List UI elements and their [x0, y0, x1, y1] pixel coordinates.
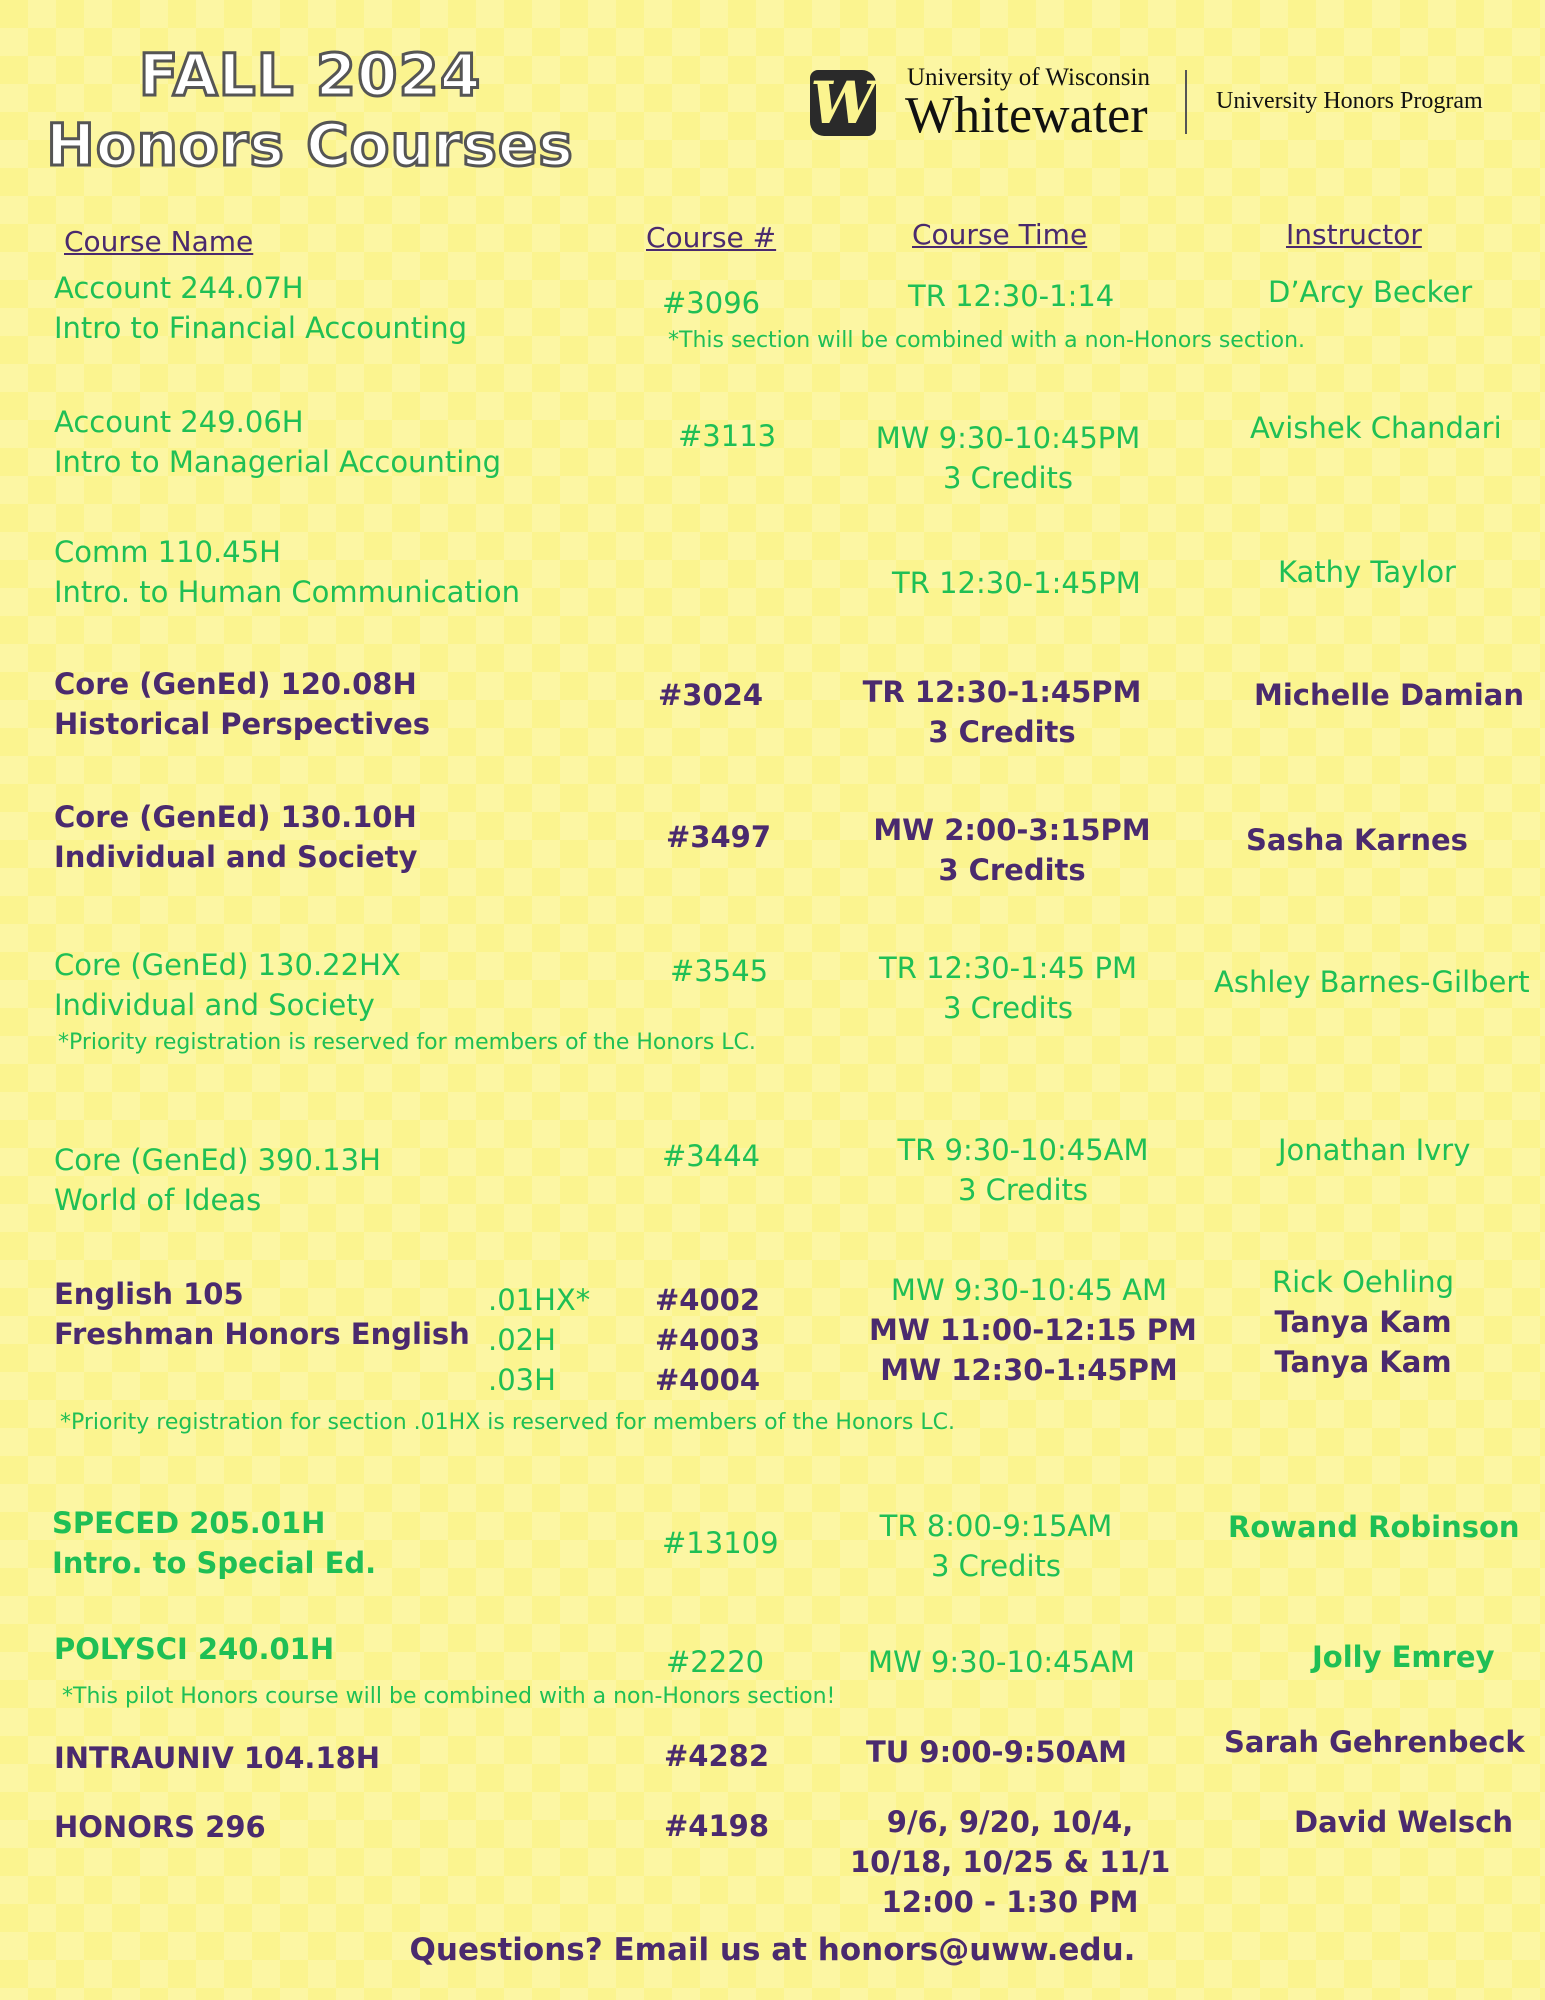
course-instructor: Ashley Barnes-Gilbert	[1214, 965, 1530, 999]
course-time: MW 2:00-3:15PM 3 Credits	[873, 813, 1151, 887]
uww-logo-mark: W	[810, 69, 876, 137]
course-time: TR 8:00-9:15AM 3 Credits	[879, 1509, 1113, 1583]
logo-divider	[1185, 70, 1187, 134]
course-name: Core (GenEd) 130.10H Individual and Society	[54, 800, 418, 874]
course-times: MW 9:30-10:45 AM MW 11:00-12:15 PM MW 12:30-1:45PM	[869, 1273, 1197, 1387]
footer-contact: Questions? Email us at honors@uww.edu.	[409, 1932, 1136, 1968]
header-course-number: Course #	[646, 221, 777, 254]
course-time: TR 12:30-1:45 PM 3 Credits	[879, 951, 1137, 1025]
course-instructor: Kathy Taylor	[1278, 555, 1456, 589]
page-title	[40, 40, 580, 180]
course-name: Account 249.06H Intro to Managerial Accounting	[54, 405, 502, 479]
course-time: TU 9:00-9:50AM	[866, 1735, 1128, 1769]
course-instructor: David Welsch	[1294, 1805, 1514, 1839]
course-time: TR 9:30-10:45AM 3 Credits	[897, 1133, 1149, 1207]
course-number: #3113	[678, 419, 777, 453]
course-number: #13109	[662, 1526, 779, 1560]
logo-university: University of Wisconsin	[907, 64, 1150, 91]
course-name: SPECED 205.01H Intro. to Special Ed.	[52, 1506, 377, 1580]
course-time: 9/6, 9/20, 10/4, 10/18, 10/25 & 11/1 12:00 - 1:30 PM	[850, 1805, 1171, 1919]
course-numbers: #4002 #4003 #4004	[655, 1283, 761, 1397]
course-time: TR 12:30-1:14	[908, 279, 1115, 313]
header-instructor: Instructor	[1286, 218, 1422, 251]
course-number: #4198	[664, 1809, 770, 1843]
course-note: *Priority registration is reserved for members of the Honors LC.	[58, 1030, 756, 1055]
course-note: *This section will be combined with a non-Honors section.	[668, 328, 1306, 353]
course-number: #3497	[666, 820, 772, 854]
course-time: TR 12:30-1:45PM	[892, 566, 1141, 600]
course-name: HONORS 296	[54, 1810, 266, 1844]
logo-campus: Whitewater	[905, 87, 1148, 144]
course-name: Core (GenEd) 130.22HX Individual and Society	[54, 948, 401, 1022]
course-name: Core (GenEd) 390.13H World of Ideas	[54, 1143, 381, 1217]
course-time: MW 9:30-10:45AM	[868, 1645, 1135, 1679]
header-course-time: Course Time	[912, 218, 1088, 251]
course-instructor: Michelle Damian	[1254, 678, 1524, 712]
course-instructor: Rowand Robinson	[1228, 1510, 1520, 1544]
course-number: #3096	[662, 286, 761, 320]
course-name: English 105 Freshman Honors English	[54, 1277, 470, 1351]
course-instructor: D’Arcy Becker	[1268, 275, 1473, 309]
course-number: #3024	[658, 678, 764, 712]
course-instructors: Rick Oehling Tanya Kam Tanya Kam	[1271, 1265, 1455, 1379]
course-time: MW 9:30-10:45PM 3 Credits	[875, 421, 1141, 495]
course-note: *This pilot Honors course will be combined with a non-Honors section!	[62, 1684, 836, 1709]
course-number: #4282	[664, 1739, 770, 1773]
course-instructor: Sasha Karnes	[1246, 823, 1468, 857]
title-line-1: FALL 2024	[138, 41, 482, 109]
course-name: Core (GenEd) 120.08H Historical Perspectives	[54, 667, 431, 741]
course-time: TR 12:30-1:45PM 3 Credits	[862, 675, 1142, 749]
course-instructor: Jonathan Ivry	[1278, 1133, 1471, 1167]
course-number: #3545	[670, 954, 769, 988]
course-name: Comm 110.45H Intro. to Human Communication	[54, 535, 520, 609]
course-name: Account 244.07H Intro to Financial Accounting	[54, 271, 468, 345]
title-line-2: Honors Courses	[46, 111, 574, 179]
course-name: INTRAUNIV 104.18H	[54, 1741, 381, 1775]
course-instructor: Sarah Gehrenbeck	[1224, 1725, 1525, 1759]
course-instructor: Avishek Chandari	[1250, 411, 1502, 445]
header-course-name: Course Name	[64, 225, 254, 258]
course-note: *Priority registration for section .01HX is reserved for members of the Honors LC.	[60, 1410, 955, 1435]
logo-program: University Honors Program	[1216, 88, 1483, 114]
course-instructor: Jolly Emrey	[1312, 1640, 1495, 1674]
course-name: POLYSCI 240.01H	[54, 1632, 335, 1666]
course-sections: .01HX* .02H .03H	[488, 1283, 591, 1397]
course-number: #2220	[666, 1645, 765, 1679]
course-number: #3444	[662, 1139, 761, 1173]
